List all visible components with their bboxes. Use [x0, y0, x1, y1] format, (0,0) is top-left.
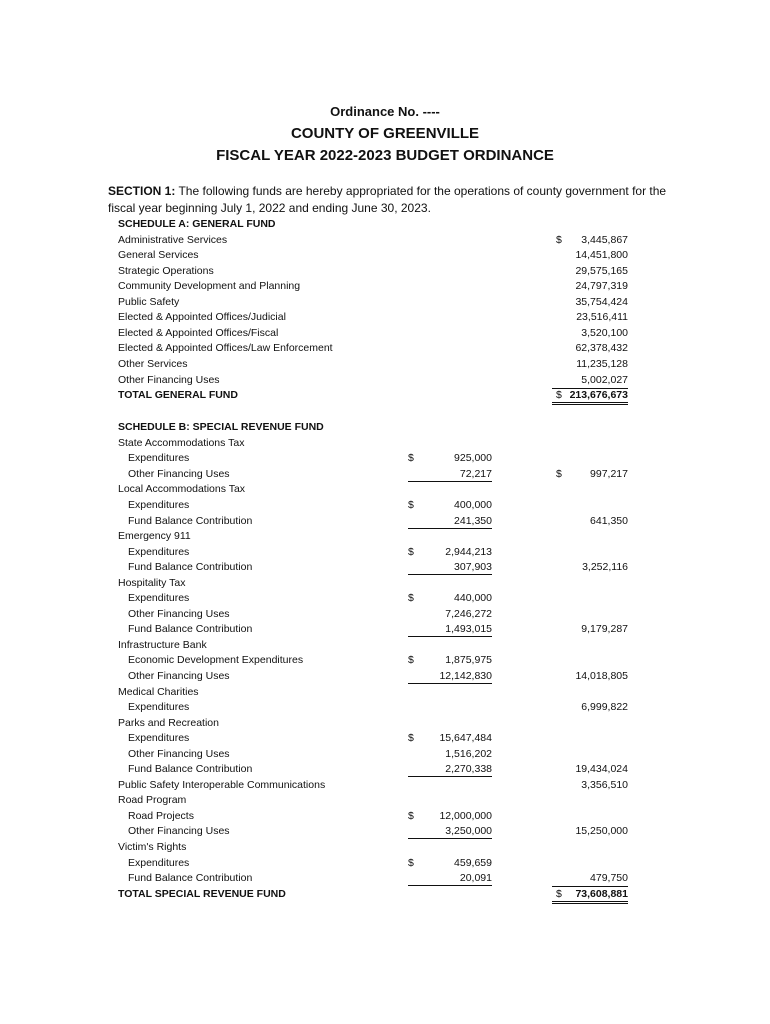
- fund-name: Infrastructure Bank: [118, 638, 207, 651]
- currency-symbol: $: [408, 498, 414, 511]
- amount: 12,142,830: [439, 669, 492, 682]
- currency-symbol: $: [408, 545, 414, 558]
- amount: 5,002,027: [552, 373, 628, 389]
- fund-name: Medical Charities: [118, 685, 199, 698]
- currency-symbol: $: [408, 732, 414, 745]
- row-label: Administrative Services: [118, 233, 228, 246]
- fund-line-row: [0, 653, 770, 668]
- fund-name: State Accommodations Tax: [118, 436, 245, 449]
- currency-symbol: $: [408, 856, 414, 869]
- fund-line-row: [0, 731, 770, 746]
- schedule-a-heading: [0, 217, 770, 232]
- fund-line-row: [0, 451, 770, 466]
- row-label: Elected & Appointed Offices/Judicial: [118, 311, 286, 324]
- fund-line-row: [0, 762, 770, 777]
- general-fund-row: [0, 279, 770, 294]
- currency-symbol: $: [556, 887, 562, 900]
- fund-name-row: [0, 529, 770, 544]
- amount: 925,000: [454, 452, 492, 465]
- section-1: [108, 183, 668, 217]
- fund-total: 479,750: [552, 871, 628, 887]
- fund-total: 3,356,510: [581, 778, 628, 791]
- fund-line-row: [0, 871, 770, 886]
- amount: 62,378,432: [575, 342, 628, 355]
- fund-line-row: [0, 669, 770, 684]
- fund-total: 14,018,805: [575, 669, 628, 682]
- row-label: Fund Balance Contribution: [128, 623, 253, 636]
- row-label: Elected & Appointed Offices/Fiscal: [118, 326, 279, 339]
- amount: 2,270,338: [445, 763, 492, 776]
- fund-line-row: [0, 560, 770, 575]
- row-label: Road Projects: [128, 809, 194, 822]
- general-fund-row: [0, 357, 770, 372]
- fund-name-row: [0, 793, 770, 808]
- amount: 24,797,319: [575, 280, 628, 293]
- row-label: Fund Balance Contribution: [128, 763, 253, 776]
- fund-total: 3,252,116: [582, 561, 628, 574]
- row-label: Other Financing Uses: [128, 607, 230, 620]
- fund-name: Local Accommodations Tax: [118, 483, 246, 496]
- fund-line-row: [0, 700, 770, 715]
- general-fund-row: [0, 310, 770, 325]
- fund-line-row: [0, 824, 770, 839]
- fund-name-row: [0, 576, 770, 591]
- row-label: Fund Balance Contribution: [128, 561, 253, 574]
- fund-total: 15,250,000: [575, 825, 628, 838]
- fund-total: 6,999,822: [581, 701, 628, 713]
- row-label: Expenditures: [128, 701, 190, 713]
- amount: 307,903: [454, 561, 492, 574]
- document-title: FISCAL YEAR 2022-2023 BUDGET ORDINANCE: [216, 147, 554, 164]
- special-revenue-total-label: TOTAL SPECIAL REVENUE FUND: [118, 887, 286, 900]
- amount: 241,350: [454, 514, 492, 527]
- fund-name: Parks and Recreation: [118, 716, 219, 729]
- row-label: Economic Development Expenditures: [128, 654, 304, 667]
- section-1-label: SECTION 1:: [108, 184, 176, 198]
- fund-name: Hospitality Tax: [118, 576, 186, 589]
- currency-symbol: $: [408, 592, 414, 605]
- currency-symbol: $: [556, 233, 562, 246]
- fund-name-row: [0, 685, 770, 700]
- row-label: Other Financing Uses: [128, 747, 230, 760]
- fund-name-row: [0, 840, 770, 855]
- general-fund-row: [0, 341, 770, 356]
- fund-name: Victim's Rights: [118, 841, 187, 853]
- currency-symbol: $: [556, 389, 562, 402]
- schedule-b-heading: [0, 420, 770, 435]
- currency-symbol: $: [556, 467, 562, 480]
- amount: 2,944,213: [445, 545, 492, 558]
- row-label: Expenditures: [128, 498, 190, 511]
- general-fund-row: [0, 326, 770, 341]
- fund-total: 19,434,024: [575, 763, 628, 776]
- row-label: Other Financing Uses: [118, 373, 220, 386]
- fund-line-row: [0, 467, 770, 482]
- fund-name: Road Program: [118, 794, 187, 807]
- fund-line-row: [0, 747, 770, 762]
- general-fund-row: [0, 295, 770, 310]
- fund-line-row: [0, 514, 770, 529]
- amount: 3,520,100: [581, 326, 628, 339]
- fund-name-row: [0, 716, 770, 731]
- general-fund-total-label: TOTAL GENERAL FUND: [118, 389, 238, 402]
- currency-symbol: $: [408, 809, 414, 822]
- amount: 15,647,484: [439, 732, 492, 745]
- currency-symbol: $: [408, 654, 414, 667]
- amount: 72,217: [459, 467, 492, 480]
- row-label: Expenditures: [128, 732, 190, 745]
- row-label: Other Financing Uses: [128, 669, 230, 682]
- fund-total: 997,217: [590, 467, 628, 480]
- row-label: General Services: [118, 249, 199, 262]
- amount: 1,493,015: [445, 623, 492, 636]
- fund-name-row: [0, 638, 770, 653]
- general-fund-row: [0, 264, 770, 279]
- fund-total: 9,179,287: [581, 623, 628, 636]
- row-label: Other Services: [118, 358, 188, 370]
- row-label: Expenditures: [128, 545, 190, 558]
- fund-line-row: [0, 809, 770, 824]
- amount: 459,659: [454, 856, 492, 869]
- special-revenue-total: 73,608,881: [575, 887, 628, 900]
- general-fund-row: [0, 233, 770, 248]
- fund-name: Public Safety Interoperable Communications: [118, 778, 326, 791]
- fund-name: Emergency 911: [118, 530, 191, 542]
- fund-name-row: [0, 436, 770, 451]
- row-label: Other Financing Uses: [128, 467, 230, 480]
- county-title: COUNTY OF GREENVILLE: [290, 125, 480, 142]
- row-label: Elected & Appointed Offices/Law Enforcement: [118, 342, 333, 355]
- general-fund-row: [0, 373, 770, 388]
- amount: 3,250,000: [445, 825, 492, 838]
- fund-total: 641,350: [590, 514, 628, 527]
- amount: 12,000,000: [439, 809, 492, 822]
- amount: 7,246,272: [445, 607, 492, 620]
- fund-line-row: [0, 591, 770, 606]
- amount: 35,754,424: [575, 295, 628, 308]
- schedule-b-title: SCHEDULE B: SPECIAL REVENUE FUND: [118, 421, 324, 434]
- general-fund-total-row: [0, 388, 770, 403]
- schedule-a-title: SCHEDULE A: GENERAL FUND: [118, 218, 276, 230]
- fund-line-row: [0, 622, 770, 637]
- row-label: Strategic Operations: [118, 264, 214, 277]
- row-label: Community Development and Planning: [118, 280, 301, 293]
- amount: 400,000: [454, 498, 492, 511]
- amount: 3,445,867: [581, 233, 628, 246]
- ordinance-number: Ordinance No. ----: [330, 104, 440, 119]
- fund-name-row: [0, 778, 770, 793]
- row-label: Expenditures: [128, 452, 190, 465]
- amount: 23,516,411: [576, 311, 628, 324]
- general-fund-row: [0, 248, 770, 263]
- amount: 29,575,165: [575, 264, 628, 277]
- row-label: Fund Balance Contribution: [128, 872, 253, 885]
- general-fund-total: 213,676,673: [569, 389, 628, 402]
- amount: 440,000: [454, 592, 492, 605]
- currency-symbol: $: [408, 452, 414, 465]
- amount: 1,516,202: [445, 747, 492, 760]
- row-label: Fund Balance Contribution: [128, 514, 253, 527]
- special-revenue-total-row: [0, 887, 770, 902]
- row-label: Expenditures: [128, 856, 190, 869]
- fund-name-row: [0, 482, 770, 497]
- amount: 11,235,128: [576, 358, 628, 370]
- amount: 1,875,975: [445, 654, 492, 667]
- amount: 14,451,800: [575, 249, 628, 262]
- section-1-text: The following funds are hereby appropriated for the operations of county government for the fiscal year beginning July 1, 2022 and ending June 30, 2023.: [108, 184, 667, 215]
- fund-line-row: [0, 607, 770, 622]
- row-label: Public Safety: [118, 295, 180, 308]
- fund-line-row: [0, 856, 770, 871]
- row-label: Expenditures: [128, 592, 190, 605]
- fund-line-row: [0, 498, 770, 513]
- amount: 20,091: [459, 872, 492, 885]
- fund-line-row: [0, 545, 770, 560]
- row-label: Other Financing Uses: [128, 825, 230, 838]
